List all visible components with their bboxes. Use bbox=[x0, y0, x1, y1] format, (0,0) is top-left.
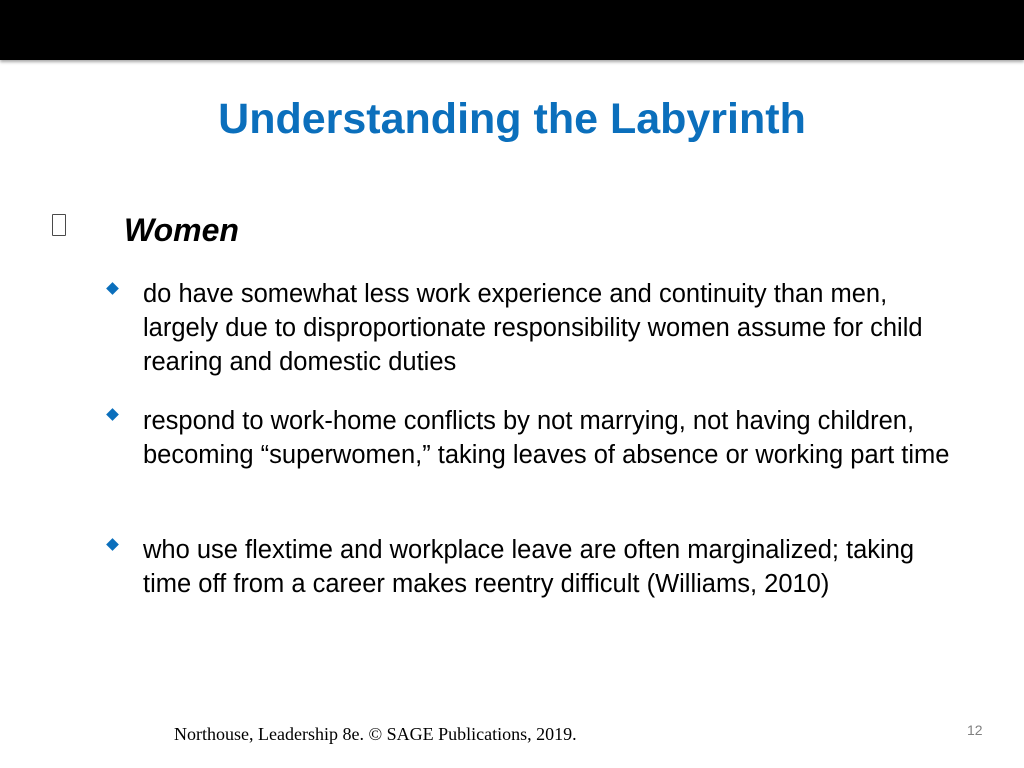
diamond-bullet-icon bbox=[106, 538, 119, 551]
page-number: 12 bbox=[967, 722, 983, 738]
diamond-bullet-icon bbox=[106, 282, 119, 295]
section-heading: Women bbox=[124, 212, 239, 248]
square-bullet-icon bbox=[52, 214, 66, 236]
diamond-bullet-icon bbox=[106, 408, 119, 421]
bullet-text-3: who use flextime and workplace leave are often marginalized; taking time off from a career makes reentry difficult (Williams, 2010) bbox=[143, 536, 915, 598]
top-bar bbox=[0, 0, 1024, 60]
footer-citation: Northouse, Leadership 8e. © SAGE Publications, 2019. bbox=[174, 724, 577, 744]
bullet-text-1: do have somewhat less work experience and continuity than men, largely due to disproportionate responsibility women assume for child rearing and domestic duties bbox=[143, 280, 923, 376]
bullet-text-2: respond to work-home conflicts by not marrying, not having children, becoming “superwomen,” taking leaves of absence or working part time bbox=[143, 407, 950, 469]
slide-title: Understanding the Labyrinth bbox=[218, 95, 806, 143]
